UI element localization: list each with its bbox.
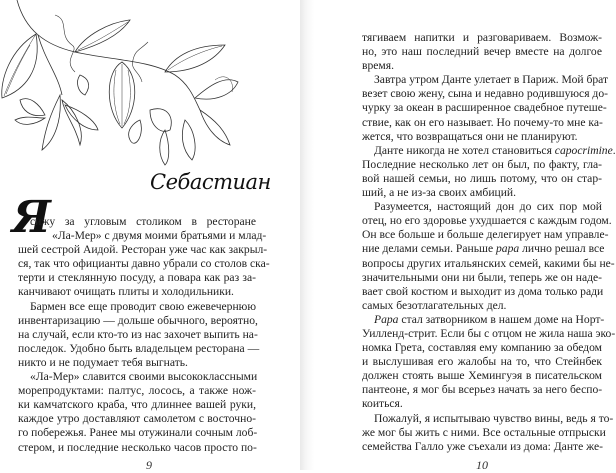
text-segment: вает свой костюм и выходит из дома только ради [362, 284, 604, 298]
text-line [18, 412, 256, 426]
text-segment: жется, что возвращаться они не планируют. [362, 129, 578, 143]
text-line [18, 300, 256, 314]
paragraph [362, 411, 614, 454]
text-segment: сижу за угловым столиком в ресторане [30, 215, 256, 228]
text-segment: ствие, как он его называет. Но почему-то мне ка- [362, 115, 603, 129]
text-segment: последок. Удобно быть владельцем ресторана — [18, 341, 260, 355]
text-line [18, 398, 256, 412]
text-line [362, 172, 602, 186]
text-line [362, 397, 602, 411]
italic-word: papa [496, 242, 520, 256]
text-line [18, 426, 256, 440]
text-line [362, 256, 615, 271]
text-segment: номка Грета, составляя ему компанию за обедом [362, 341, 602, 355]
text-segment: на случай, если кто-то из нас захочет выпить на- [18, 327, 258, 341]
right-page [300, 0, 616, 472]
paragraph [362, 31, 602, 73]
text-line [362, 369, 602, 383]
text-line [362, 312, 605, 327]
text-segment: каждое утро доставляют самолетом с восточно- [18, 412, 256, 426]
text-line [18, 243, 268, 257]
left-page [0, 0, 300, 470]
text-line [362, 425, 606, 440]
text-line [362, 228, 609, 242]
text-segment: тягиваем напитки и разговариваем. Возмож- [362, 31, 602, 44]
paragraph [362, 73, 609, 143]
text-line [362, 45, 602, 59]
text-segment: «Ла-Мер» славится своими высококлассными [30, 370, 258, 384]
text-line [362, 200, 602, 214]
text-line [18, 341, 260, 356]
chapter-title: Себастиан [150, 170, 271, 194]
text-line [18, 370, 256, 384]
text-line [362, 130, 602, 144]
text-line [362, 326, 616, 341]
text-segment: шей сестрой Аидой. Ресторан уже час как закрыл- [18, 243, 268, 257]
text-line [362, 101, 607, 115]
text-line [362, 214, 612, 228]
text-line [362, 341, 602, 355]
text-line [18, 328, 256, 342]
italic-word: Papa [374, 312, 399, 326]
text-segment: никто и не подумает тебя выгнать. [18, 355, 188, 369]
text-segment: терти и стеклянную посуду, а повара как раз за- [18, 271, 256, 285]
text-segment: го побережья. Ранее мы отужинали сочным лоб- [18, 426, 258, 440]
text-segment: пантеоне, я мог бы всерьез начать за него беспо- [362, 383, 603, 397]
text-line [362, 440, 602, 454]
text-segment: чурку за океан в расширенное свадебное путеше- [362, 101, 607, 115]
text-line [362, 73, 609, 87]
paragraph [18, 215, 270, 300]
text-segment: же мог бы жить с ними. Все остальные отпрыски [362, 425, 606, 439]
text-segment: семейства Галло уже съехали из дома: Данте же- [362, 439, 603, 453]
text-line [18, 356, 256, 370]
paragraph [362, 143, 616, 200]
text-segment: Последние несколько лет он был, по факту, гла- [362, 157, 602, 171]
text-segment: морепродуктами: палтус, лосось, а также нож- [18, 384, 256, 398]
text-segment: ся, так что официанты давно убрали со столов ска- [18, 257, 270, 271]
text-segment: Уилленд-стрит. Если бы с отцом не жила наша эко- [362, 326, 616, 340]
text-line [362, 186, 602, 200]
text-segment: Разумеется, настоящий дон до сих пор мой [374, 200, 602, 214]
text-segment: стером, и последние несколько часов просто по- [18, 440, 257, 454]
text-segment: везет свою жену, сына и недавно родившуюся до- [362, 87, 608, 101]
text-segment: отец, но его здоровье ухудшается с каждым годом. [362, 214, 612, 228]
drop-cap: Я [12, 192, 51, 243]
text-line [362, 411, 614, 426]
text-line [18, 229, 267, 243]
text-segment: ки камчатского краба, что длиннее вашей руки, [18, 398, 256, 412]
page-number-right: 10 [476, 458, 488, 472]
text-segment: Бармен все еще проводит свою ежевечернюю [30, 299, 256, 313]
text-segment: значительными они ни были, теперь же он наде- [362, 270, 602, 284]
text-line [18, 271, 256, 285]
text-segment: и выслушивая его жалобы на то, что Стейнбек [362, 355, 602, 369]
text-line [362, 285, 602, 299]
text-segment: Он все больше и больше делегирует нам управле- [362, 228, 609, 242]
text-segment: . [612, 143, 616, 157]
text-line [362, 271, 602, 285]
text-segment: инвентаризацию — дольше обычного, вероятно, [18, 313, 258, 327]
text-segment: время. [362, 59, 394, 73]
paragraph [362, 312, 616, 412]
text-line [362, 383, 602, 397]
text-segment: должен стоять выше Хемингуэя в писательском [362, 369, 602, 383]
page-number-left: 9 [146, 458, 152, 472]
text-line [362, 59, 602, 73]
text-segment: Завтра утром Данте улетает в Париж. Мой брат [374, 73, 609, 87]
text-line [18, 441, 256, 455]
text-line [362, 87, 608, 101]
text-segment: лично решал все [519, 242, 605, 256]
text-line [362, 31, 602, 45]
text-line [18, 314, 256, 328]
floral-illustration-icon [0, 0, 300, 170]
paragraph [18, 299, 260, 370]
right-page-body [362, 31, 616, 454]
paragraph [18, 370, 256, 455]
text-segment: вопросы других итальянских семей, какими бы не- [362, 256, 615, 270]
text-segment: Пожалуй, я испытываю чувство вины, ведь я то- [374, 411, 614, 425]
text-line [362, 158, 602, 172]
text-segment: «Ла-Мер» с двумя моими братьями и млад- [52, 229, 267, 243]
text-segment: канчивают очищать плиты и холодильники. [18, 285, 234, 299]
text-segment: вой нашей семьи, но лишь потому, что он стар- [362, 171, 602, 185]
text-line [18, 384, 256, 398]
text-line [18, 285, 256, 299]
text-line [362, 143, 616, 158]
text-line [18, 257, 270, 271]
text-line [362, 116, 602, 130]
left-page-body [18, 215, 270, 455]
text-segment: Данте никогда не хотел становиться [374, 143, 555, 157]
text-line [18, 215, 256, 229]
text-line [362, 242, 605, 256]
text-segment: самых безотлагательных дел. [362, 298, 507, 312]
text-segment: коиться. [362, 397, 403, 411]
text-line [362, 355, 602, 369]
text-segment: но, это наш последний вечер вместе на долгое [362, 45, 602, 59]
paragraph [362, 200, 615, 313]
text-segment: ние делами семьи. Раньше [362, 242, 496, 256]
text-segment: ший, а не из-за своих амбиций. [362, 186, 517, 200]
italic-word: capocrimine [554, 143, 613, 157]
text-segment: стал затворником в нашем доме на Норт- [398, 312, 605, 326]
text-line [362, 299, 602, 313]
